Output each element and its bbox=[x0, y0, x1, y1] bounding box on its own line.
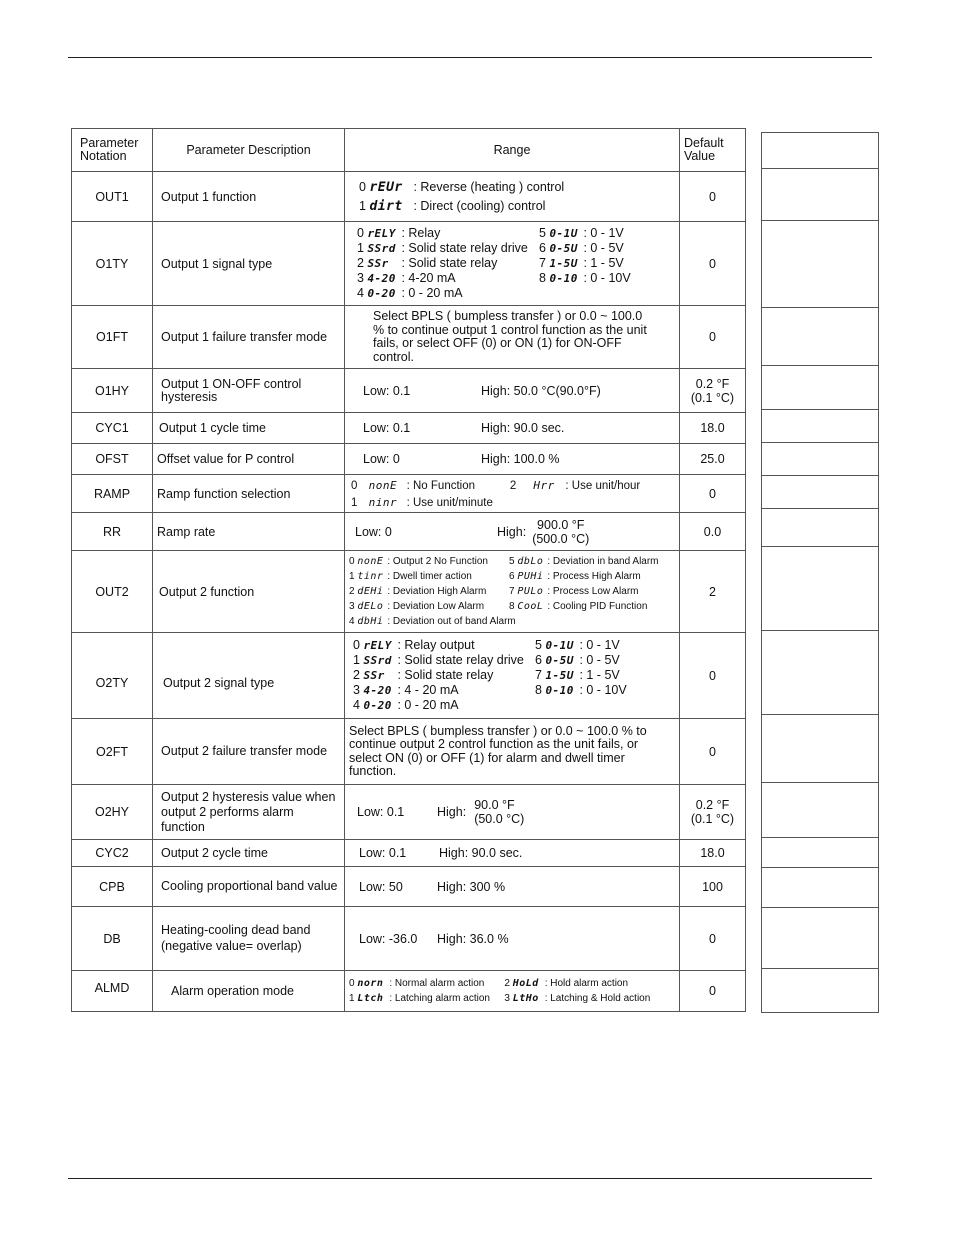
default-cell: 0 bbox=[680, 719, 746, 785]
default-value-alt: (0.1 °C) bbox=[690, 390, 735, 405]
notation-cell: O1TY bbox=[72, 222, 153, 306]
notation-cell: CYC2 bbox=[72, 840, 153, 867]
notation-cell: DB bbox=[72, 907, 153, 971]
header-default: Default Value bbox=[680, 129, 746, 172]
high-value: High: 90.0 sec. bbox=[481, 421, 565, 435]
table-row bbox=[72, 633, 746, 719]
notes-cell bbox=[762, 221, 879, 308]
default-value: 0.2 °F bbox=[695, 798, 730, 812]
default-value-alt: (0.1 °C) bbox=[690, 812, 735, 826]
table-row bbox=[72, 369, 746, 413]
default-cell: 18.0 bbox=[680, 840, 746, 867]
notation-cell: O2FT bbox=[72, 719, 153, 785]
table-row bbox=[72, 971, 746, 1012]
table-row bbox=[72, 475, 746, 513]
range-cell bbox=[345, 971, 680, 1012]
low-value: Low: -36.0 bbox=[359, 931, 418, 946]
range-cell: Select BPLS ( bumpless transfer ) or 0.0 ~ 100.0 % to continue output 1 control function as the unit fails, or select OFF (0) or ON (1) for ON-OFF control. bbox=[345, 306, 680, 369]
seven-segment-code: 1-5U bbox=[545, 669, 574, 682]
range-option: 4 dbHi : Deviation out of band Alarm bbox=[349, 616, 516, 627]
description-cell: Output 2 cycle time bbox=[153, 840, 345, 867]
notes-cell bbox=[762, 783, 879, 838]
low-value: Low: 0.1 bbox=[357, 805, 405, 819]
description-cell: Output 1 cycle time bbox=[153, 413, 345, 444]
range-option: 4 0-20 : 0 - 20 mA bbox=[353, 698, 459, 712]
high-value: High: 50.0 °C(90.0°F) bbox=[481, 383, 601, 398]
table-row bbox=[72, 444, 746, 475]
table-row bbox=[72, 306, 746, 369]
notes-cell bbox=[762, 631, 879, 715]
default-cell: 0 bbox=[680, 172, 746, 222]
notes-cell bbox=[762, 868, 879, 908]
range-cell: Select BPLS ( bumpless transfer ) or 0.0 ~ 100.0 % to continue output 2 control function as the unit fails, or select ON (0) or OFF (1) for alarm and dwell timer function. bbox=[345, 719, 680, 785]
table-row bbox=[72, 867, 746, 907]
range-option: 0 rELY : Relay bbox=[357, 226, 441, 240]
range-option: 4 0-20 : 0 - 20 mA bbox=[357, 286, 463, 300]
seven-segment-code: SSrd bbox=[363, 654, 392, 667]
notation-cell: O2TY bbox=[72, 633, 153, 719]
notes-cell bbox=[762, 547, 879, 631]
seven-segment-code: 0-5U bbox=[545, 654, 574, 667]
notes-cell bbox=[762, 715, 879, 783]
range-option: 0 norn : Normal alarm action 2 HoLd : Hold alarm action bbox=[349, 978, 629, 989]
range-option: 5 0-1U : 0 - 1V bbox=[539, 226, 624, 240]
top-rule bbox=[68, 57, 872, 58]
range-option: 1 dirt : Direct (cooling) control bbox=[359, 198, 546, 214]
range-option: 3 4-20 : 4-20 mA bbox=[357, 271, 456, 285]
seven-segment-code: PUHi bbox=[517, 571, 544, 582]
high-value: 90.0 °F bbox=[474, 798, 515, 812]
high-value: 900.0 °F bbox=[537, 517, 585, 532]
range-option: 8 0-10 : 0 - 10V bbox=[539, 271, 631, 285]
notation-cell: ALMD bbox=[72, 971, 153, 1012]
seven-segment-code: SSr bbox=[367, 257, 389, 270]
seven-segment-code: Ltch bbox=[357, 993, 384, 1004]
seven-segment-code: dbLo bbox=[517, 556, 544, 567]
seven-segment-code: LtHo bbox=[512, 993, 539, 1004]
description-cell: Ramp function selection bbox=[153, 475, 345, 513]
notation-cell: O2HY bbox=[72, 785, 153, 840]
default-cell: 25.0 bbox=[680, 444, 746, 475]
notation-cell: OFST bbox=[72, 444, 153, 475]
high-value-alt: (500.0 °C) bbox=[532, 531, 590, 546]
range-option: 2 dEHi : Deviation High Alarm bbox=[349, 586, 487, 597]
low-value: Low: 50 bbox=[359, 879, 403, 894]
seven-segment-code: dbHi bbox=[357, 616, 384, 627]
seven-segment-code: 0-1U bbox=[545, 639, 574, 652]
seven-segment-code: 1-5U bbox=[549, 257, 578, 270]
default-cell: 0 bbox=[680, 306, 746, 369]
table-row bbox=[72, 840, 746, 867]
range-cell bbox=[345, 475, 680, 513]
default-cell: 0 bbox=[680, 907, 746, 971]
notes-cell bbox=[762, 838, 879, 868]
seven-segment-code: CooL bbox=[517, 601, 544, 612]
seven-segment-code: 0-1U bbox=[549, 227, 578, 240]
range-option: 3 dELo : Deviation Low Alarm bbox=[349, 601, 485, 612]
notation-cell: RR bbox=[72, 513, 153, 551]
default-cell: 0 bbox=[680, 222, 746, 306]
default-cell bbox=[680, 785, 746, 840]
range-option: 0 rELY : Relay output bbox=[353, 638, 475, 652]
range-cell bbox=[345, 551, 680, 633]
high-label: High: bbox=[497, 524, 527, 539]
header-row bbox=[72, 129, 746, 172]
default-cell: 0 bbox=[680, 475, 746, 513]
range-option: 2 SSr : Solid state relay bbox=[357, 256, 498, 270]
description-cell: Ramp rate bbox=[153, 513, 345, 551]
notation-cell: O1FT bbox=[72, 306, 153, 369]
notation-cell: OUT1 bbox=[72, 172, 153, 222]
range-option: 0 nonE : No Function 2 Hrr : Use unit/hour bbox=[351, 478, 641, 492]
header-notation: Parameter Notation bbox=[72, 129, 153, 172]
seven-segment-code: rEUr bbox=[369, 179, 403, 195]
table-row bbox=[72, 513, 746, 551]
range-option: 1 ninr : Use unit/minute bbox=[351, 495, 493, 509]
notation-cell: RAMP bbox=[72, 475, 153, 513]
notation-cell: CYC1 bbox=[72, 413, 153, 444]
seven-segment-code: ninr bbox=[368, 495, 398, 509]
range-option: 7 1-5U : 1 - 5V bbox=[535, 668, 620, 682]
default-cell: 0.0 bbox=[680, 513, 746, 551]
range-cell bbox=[345, 785, 680, 840]
default-value: 0.2 °F bbox=[695, 376, 730, 391]
notes-cell bbox=[762, 133, 879, 169]
range-option: 6 0-5U : 0 - 5V bbox=[535, 653, 620, 667]
parameter-table bbox=[71, 128, 746, 1012]
high-label: High: bbox=[437, 805, 467, 819]
notes-cell bbox=[762, 509, 879, 547]
table-row bbox=[72, 172, 746, 222]
seven-segment-code: rELY bbox=[363, 639, 392, 652]
range-option: 8 CooL : Cooling PID Function bbox=[509, 601, 648, 612]
low-value: Low: 0.1 bbox=[363, 421, 411, 435]
default-cell: 100 bbox=[680, 867, 746, 907]
seven-segment-code: tinr bbox=[357, 571, 384, 582]
high-value: High: 100.0 % bbox=[481, 452, 560, 466]
range-cell bbox=[345, 172, 680, 222]
description-cell: Heating-cooling dead band (negative value= overlap) bbox=[153, 907, 345, 971]
default-cell: 2 bbox=[680, 551, 746, 633]
notation-cell: CPB bbox=[72, 867, 153, 907]
description-cell: Output 1 ON-OFF control hysteresis bbox=[153, 369, 345, 413]
header-range: Range bbox=[345, 129, 680, 172]
seven-segment-code: dELo bbox=[357, 601, 384, 612]
low-value: Low: 0.1 bbox=[363, 383, 411, 398]
range-option: 7 PULo : Process Low Alarm bbox=[509, 586, 639, 597]
seven-segment-code: HoLd bbox=[512, 978, 539, 989]
range-option: 1 Ltch : Latching alarm action 3 LtHo : Latching & Hold action bbox=[349, 993, 651, 1004]
seven-segment-code: dirt bbox=[369, 198, 403, 214]
default-cell bbox=[680, 369, 746, 413]
default-cell: 18.0 bbox=[680, 413, 746, 444]
notes-cell bbox=[762, 169, 879, 221]
description-cell: Alarm operation mode bbox=[153, 971, 345, 1012]
range-option: 1 SSrd : Solid state relay drive bbox=[357, 241, 528, 255]
notes-cell bbox=[762, 969, 879, 1013]
description-cell: Cooling proportional band value bbox=[153, 867, 345, 907]
description-cell: Output 2 hysteresis value when output 2 performs alarm function bbox=[153, 785, 345, 840]
seven-segment-code: 0-20 bbox=[367, 287, 396, 300]
description-cell: Output 1 failure transfer mode bbox=[153, 306, 345, 369]
range-option: 3 4-20 : 4 - 20 mA bbox=[353, 683, 459, 697]
seven-segment-code: nonE bbox=[368, 478, 398, 492]
range-cell bbox=[345, 444, 680, 475]
notes-cell bbox=[762, 908, 879, 969]
low-value: Low: 0 bbox=[355, 524, 392, 539]
range-cell bbox=[345, 633, 680, 719]
seven-segment-code: 0-5U bbox=[549, 242, 578, 255]
range-cell bbox=[345, 413, 680, 444]
range-option: 1 tinr : Dwell timer action bbox=[349, 571, 472, 582]
range-cell bbox=[345, 907, 680, 971]
range-option: 6 0-5U : 0 - 5V bbox=[539, 241, 624, 255]
description-cell: Output 1 function bbox=[153, 172, 345, 222]
range-cell bbox=[345, 840, 680, 867]
default-cell: 0 bbox=[680, 633, 746, 719]
notes-cell bbox=[762, 308, 879, 366]
range-option: 1 SSrd : Solid state relay drive bbox=[353, 653, 524, 667]
notes-cell bbox=[762, 443, 879, 476]
seven-segment-code: Hrr bbox=[533, 478, 555, 492]
seven-segment-code: SSrd bbox=[367, 242, 396, 255]
range-option: 0 nonE : Output 2 No Function bbox=[349, 556, 488, 567]
description-cell: Offset value for P control bbox=[153, 444, 345, 475]
description-cell: Output 2 function bbox=[153, 551, 345, 633]
range-option: 8 0-10 : 0 - 10V bbox=[535, 683, 627, 697]
seven-segment-code: dEHi bbox=[357, 586, 384, 597]
notation-cell: O1HY bbox=[72, 369, 153, 413]
range-option: 5 dbLo : Deviation in band Alarm bbox=[509, 556, 659, 567]
range-cell bbox=[345, 867, 680, 907]
seven-segment-code: nonE bbox=[357, 556, 384, 567]
range-option: 2 SSr : Solid state relay bbox=[353, 668, 494, 682]
range-cell bbox=[345, 513, 680, 551]
default-cell: 0 bbox=[680, 971, 746, 1012]
seven-segment-code: rELY bbox=[367, 227, 396, 240]
notes-column bbox=[761, 132, 879, 1013]
low-value: Low: 0 bbox=[363, 452, 400, 466]
table-row bbox=[72, 907, 746, 971]
seven-segment-code: norn bbox=[357, 978, 384, 989]
notation-cell: OUT2 bbox=[72, 551, 153, 633]
high-value: High: 300 % bbox=[437, 879, 506, 894]
range-cell bbox=[345, 222, 680, 306]
table-row bbox=[72, 785, 746, 840]
high-value: High: 36.0 % bbox=[437, 931, 509, 946]
low-value: Low: 0.1 bbox=[359, 846, 407, 860]
header-description: Parameter Description bbox=[153, 129, 345, 172]
description-cell: Output 1 signal type bbox=[153, 222, 345, 306]
seven-segment-code: 4-20 bbox=[367, 272, 396, 285]
range-option: 0 rEUr : Reverse (heating ) control bbox=[359, 179, 565, 195]
notes-cell bbox=[762, 476, 879, 509]
description-cell: Output 2 failure transfer mode bbox=[153, 719, 345, 785]
table-row bbox=[72, 413, 746, 444]
range-option: 6 PUHi : Process High Alarm bbox=[509, 571, 641, 582]
table-row bbox=[72, 551, 746, 633]
table-row bbox=[72, 222, 746, 306]
range-option: 5 0-1U : 0 - 1V bbox=[535, 638, 620, 652]
table-row bbox=[72, 719, 746, 785]
high-value: High: 90.0 sec. bbox=[439, 846, 523, 860]
notes-cell bbox=[762, 366, 879, 410]
high-value-alt: (50.0 °C) bbox=[474, 812, 525, 826]
seven-segment-code: PULo bbox=[517, 586, 544, 597]
seven-segment-code: 0-10 bbox=[549, 272, 578, 285]
seven-segment-code: 0-20 bbox=[363, 699, 392, 712]
seven-segment-code: 4-20 bbox=[363, 684, 392, 697]
seven-segment-code: 0-10 bbox=[545, 684, 574, 697]
notes-cell bbox=[762, 410, 879, 443]
seven-segment-code: SSr bbox=[363, 669, 385, 682]
range-option: 7 1-5U : 1 - 5V bbox=[539, 256, 624, 270]
bottom-rule bbox=[68, 1178, 872, 1179]
range-cell bbox=[345, 369, 680, 413]
description-cell: Output 2 signal type bbox=[153, 633, 345, 719]
